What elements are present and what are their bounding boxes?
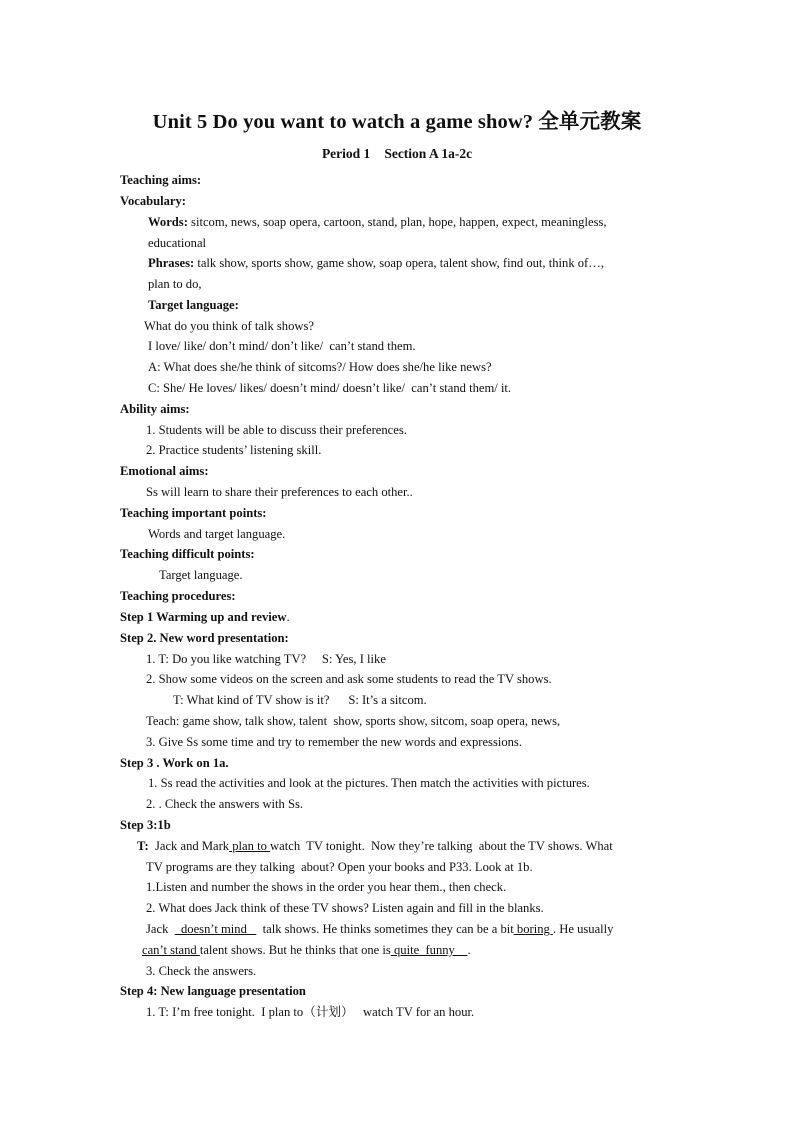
paragraph-text: . — [467, 943, 471, 957]
heading-vocabulary: Vocabulary: — [120, 194, 187, 208]
ability-aim-item: 1. Students will be able to discuss their preferences. — [146, 423, 407, 437]
heading-important-points: Teaching important points: — [120, 506, 267, 520]
emotional-aim-item: Ss will learn to share their preferences to each other.. — [146, 485, 413, 499]
target-language-line: A: What does she/he think of sitcoms?/ How does she/he like news? — [148, 360, 492, 374]
step-3-1b-item: 3. Check the answers. — [146, 964, 257, 978]
step-1-heading — [120, 609, 290, 625]
step-1-title: Step 1 Warming up and review — [120, 610, 287, 624]
blank-answer: boring — [513, 922, 553, 936]
step-3-1a-heading: Step 3 . Work on 1a. — [120, 756, 229, 770]
section-label: Section A 1a-2c — [384, 146, 473, 161]
heading-teaching-procedures: Teaching procedures: — [120, 589, 236, 603]
period-label: Period 1 — [321, 146, 371, 161]
step-3-1b-item: 1.Listen and number the shows in the order you hear them., then check. — [146, 880, 507, 894]
heading-difficult-points: Teaching difficult points: — [120, 547, 255, 561]
target-language-line: I love/ like/ don’t mind/ don’t like/ can’t stand them. — [148, 339, 416, 353]
step-4-heading: Step 4: New language presentation — [120, 984, 306, 998]
step-4-item: 1. T: I’m free tonight. I plan to（计划） watch TV for an hour. — [146, 1005, 475, 1019]
words-continued: educational — [148, 236, 207, 250]
phrases-label: Phrases: — [148, 256, 195, 270]
step-2-item: Teach: game show, talk show, talent show, sports show, sitcom, soap opera, news, — [146, 714, 561, 728]
step-3-1b-heading: Step 3:1b — [120, 818, 171, 832]
ability-aim-item: 2. Practice students’ listening skill. — [146, 443, 322, 457]
step-2-item: 2. Show some videos on the screen and ask some students to read the TV shows. — [146, 672, 552, 686]
heading-ability-aims: Ability aims: — [120, 402, 190, 416]
difficult-point-item: Target language. — [159, 568, 243, 582]
teacher-label: T: — [137, 839, 149, 853]
blank-answer: doesn’t mind — [174, 922, 257, 936]
lesson-subtitle — [0, 146, 794, 162]
step-3-1a-item: 1. Ss read the activities and look at the pictures. Then match the activities with pictures. — [148, 776, 590, 790]
step-3-1a-item: 2. . Check the answers with Ss. — [146, 797, 304, 811]
paragraph-text: watch TV tonight. Now they’re talking about the TV shows. What — [270, 839, 613, 853]
step-3-1b-paragraph: TV programs are they talking about? Open your books and P33. Look at 1b. — [146, 860, 533, 874]
words-text: sitcom, news, soap opera, cartoon, stand, plan, hope, happen, expect, meaningless, — [187, 215, 607, 229]
heading-target-language: Target language: — [148, 298, 239, 312]
blank-answer: quite funny — [390, 943, 468, 957]
target-language-line: What do you think of talk shows? — [144, 319, 314, 333]
fill-in-blank-line — [142, 942, 471, 958]
heading-emotional-aims: Emotional aims: — [120, 464, 209, 478]
underlined-answer: plan to — [229, 839, 271, 853]
step-2-heading: Step 2. New word presentation: — [120, 631, 289, 645]
blank-answer: can’t stand — [142, 943, 200, 957]
fill-in-blank-line — [146, 921, 613, 937]
phrases-continued: plan to do, — [148, 277, 202, 291]
paragraph-text: talk shows. He thinks sometimes they can be a bit — [256, 922, 514, 936]
step-3-1b-paragraph — [137, 838, 613, 854]
step-2-item: 1. T: Do you like watching TV? S: Yes, I like — [146, 652, 386, 666]
step-2-item: 3. Give Ss some time and try to remember the new words and expressions. — [146, 735, 522, 749]
words-line — [148, 214, 607, 230]
important-point-item: Words and target language. — [148, 527, 286, 541]
paragraph-text: Jack and Mark — [148, 839, 230, 853]
phrases-text: talk show, sports show, game show, soap opera, talent show, find out, think of…, — [194, 256, 604, 270]
paragraph-text: . He usually — [552, 922, 614, 936]
page-title: Unit 5 Do you want to watch a game show? 全单元教案 — [152, 111, 642, 133]
words-label: Words: — [148, 215, 188, 229]
heading-teaching-aims: Teaching aims: — [120, 173, 202, 187]
step-1-period: . — [286, 610, 290, 624]
step-3-1b-item: 2. What does Jack think of these TV shows? Listen again and fill in the blanks. — [146, 901, 544, 915]
paragraph-text: talent shows. But he thinks that one is — [199, 943, 391, 957]
step-2-item: T: What kind of TV show is it? S: It’s a sitcom. — [173, 693, 427, 707]
paragraph-text: Jack — [146, 922, 175, 936]
target-language-line: C: She/ He loves/ likes/ doesn’t mind/ doesn’t like/ can’t stand them/ it. — [148, 381, 512, 395]
phrases-line — [148, 255, 604, 271]
